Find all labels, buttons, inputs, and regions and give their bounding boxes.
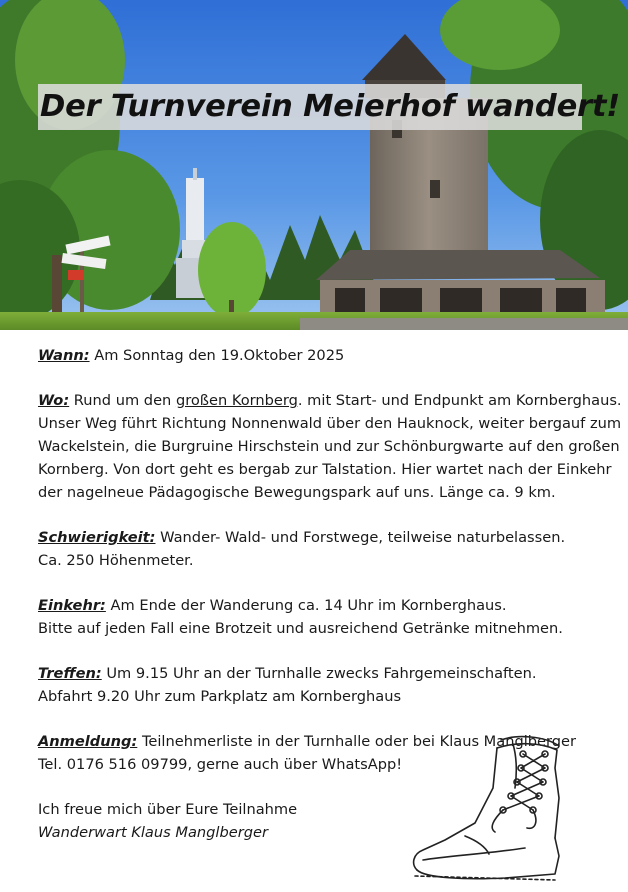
einkehr-line-2: Bitte auf jeden Fall eine Brotzeit und ausreichend Getränke mitnehmen. — [38, 620, 563, 637]
wo-text-before-link: Rund um den — [69, 392, 176, 409]
forest-tower-photo-icon — [0, 0, 628, 330]
einkehr-line-1 — [38, 594, 608, 617]
wann-line — [38, 344, 608, 367]
hero-photo — [0, 0, 628, 330]
wann-label: Wann: — [38, 347, 90, 364]
anmeldung-line-2: Tel. 0176 516 09799, gerne auch über WhatsApp! — [38, 756, 403, 773]
anmeldung-text: Teilnehmerliste in der Turnhalle oder bei Klaus Manglberger — [137, 733, 577, 750]
einkehr-label: Einkehr: — [38, 597, 106, 614]
page-title: Der Turnverein Meierhof wandert! — [40, 89, 620, 124]
signature: Wanderwart Klaus Manglberger — [38, 824, 268, 841]
wo-line-2: Unser Weg führt Richtung Nonnenwald über den Hauknock, weiter bergauf zum — [38, 415, 622, 432]
schwierigkeit-label: Schwierigkeit: — [38, 529, 156, 546]
section-einkehr — [38, 594, 608, 640]
schwierigkeit-line-1 — [38, 526, 608, 549]
treffen-text: Um 9.15 Uhr an der Turnhalle zwecks Fahrgemeinschaften. — [101, 665, 537, 682]
section-wo — [38, 389, 622, 504]
einkehr-text: Am Ende der Wanderung ca. 14 Uhr im Kornberghaus. — [105, 597, 507, 614]
kornberg-link[interactable]: großen Kornberg — [175, 392, 298, 409]
treffen-line-2: Abfahrt 9.20 Uhr zum Parkplatz am Kornberghaus — [38, 688, 402, 705]
section-wann — [38, 344, 608, 367]
anmeldung-label: Anmeldung: — [38, 733, 138, 750]
schwierigkeit-text: Wander- Wald- und Forstwege, teilweise naturbelassen. — [155, 529, 566, 546]
wo-line-3: Wackelstein, die Burgruine Hirschstein und zur Schönburgwarte auf den großen — [38, 438, 620, 455]
closing-line: Ich freue mich über Eure Teilnahme — [38, 801, 298, 818]
wo-line-4: Kornberg. Von dort geht es bergab zur Talstation. Hier wartet nach der Einkehr — [38, 461, 612, 478]
treffen-label: Treffen: — [38, 665, 102, 682]
wo-line-1 — [38, 389, 622, 412]
treffen-line-1 — [38, 662, 608, 685]
hiking-boot-icon — [405, 728, 575, 888]
wo-label: Wo: — [38, 392, 70, 409]
wann-text: Am Sonntag den 19.Oktober 2025 — [89, 347, 345, 364]
schwierigkeit-line-2: Ca. 250 Höhenmeter. — [38, 552, 194, 569]
wo-line-5: der nagelneue Pädagogische Bewegungspark auf uns. Länge ca. 9 km. — [38, 484, 556, 501]
section-schwierigkeit — [38, 526, 608, 572]
wo-text-after-link: . mit Start- und Endpunkt am Kornberghaus. — [297, 392, 622, 409]
section-treffen — [38, 662, 608, 708]
